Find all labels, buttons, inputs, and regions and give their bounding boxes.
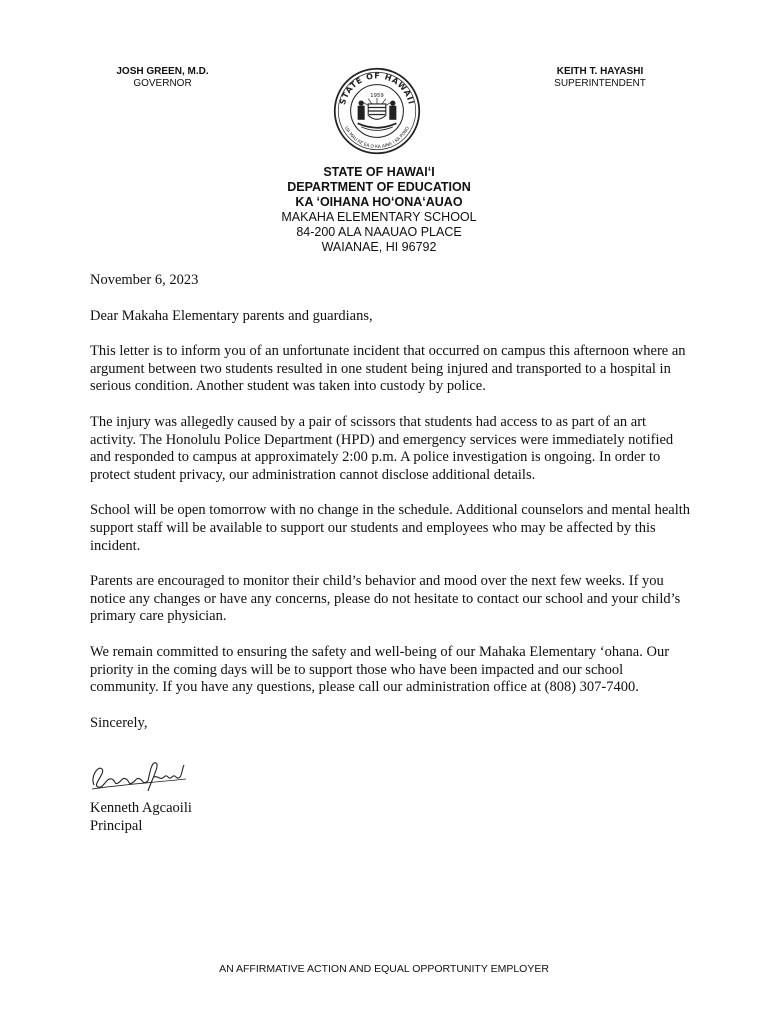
signer-title: Principal xyxy=(90,817,143,834)
svg-text:STATE OF HAWAII: STATE OF HAWAII xyxy=(338,71,416,106)
letter-paragraph-2: The injury was allegedly caused by a pair of scissors that students had access to as part of an art activity. The Honolulu Police Department (HPD) and emergency services were immediately notified and responded to campus at approximately 2:00 p.m. A police investigation is ongoing. In order to protect student privacy, our administration cannot disclose additional details. xyxy=(90,413,674,483)
svg-text:1959: 1959 xyxy=(370,92,384,99)
letterhead-city: WAIANAE, HI 96792 xyxy=(321,240,437,254)
letter-paragraph-1: This letter is to inform you of an unfortunate incident that occurred on campus this afternoon where an argument between two students resulted in one student being injured and transported to a hospital in serious condition. Another student was taken into custody by police. xyxy=(90,343,686,395)
letter-paragraph-5: We remain committed to ensuring the safety and well-being of our Mahaka Elementary ʻohana. Our priority in the coming days will be to support those who have been impacted and our school community. If you have any questions, please call our administration office at (808) 307-7400. xyxy=(90,643,670,696)
letterhead-school: MAKAHA ELEMENTARY SCHOOL xyxy=(281,210,477,224)
governor-block xyxy=(100,66,225,90)
signer-name: Kenneth Agcaoili xyxy=(90,800,192,816)
governor-title: GOVERNOR xyxy=(133,78,192,89)
signer-block xyxy=(90,800,192,835)
letter-paragraph-3: School will be open tomorrow with no change in the schedule. Additional counselors and mental health support staff will be available to support our students and employees who may be affected by this incident. xyxy=(90,502,691,554)
superintendent-title: SUPERINTENDENT xyxy=(554,78,646,89)
superintendent-name: KEITH T. HAYASHI xyxy=(556,66,644,77)
handwritten-signature-icon xyxy=(88,755,192,795)
letterhead-department: DEPARTMENT OF EDUCATION xyxy=(287,180,471,194)
svg-text:UA MAU KE EA O KA AINA I KA PO: UA MAU KE EA O KA AINA I KA PONO xyxy=(343,125,411,150)
governor-name: JOSH GREEN, M.D. xyxy=(116,66,209,77)
superintendent-block xyxy=(535,66,665,90)
letter-salutation: Dear Makaha Elementary parents and guardians, xyxy=(90,307,373,324)
letterhead-hawaiian-name: KA ʻOIHANA HOʻONAʻAUAO xyxy=(295,195,463,209)
letterhead-state: STATE OF HAWAIʻI xyxy=(323,165,435,179)
letter-date: November 6, 2023 xyxy=(90,272,199,288)
letterhead xyxy=(230,165,528,255)
state-seal-icon xyxy=(333,67,421,155)
letter-body xyxy=(90,272,690,732)
letterhead-street: 84-200 ALA NAAUAO PLACE xyxy=(296,225,462,239)
footer-statement: AN AFFIRMATIVE ACTION AND EQUAL OPPORTUNITY EMPLOYER xyxy=(219,963,549,975)
letter-closing: Sincerely, xyxy=(90,714,148,731)
letter-paragraph-4: Parents are encouraged to monitor their child’s behavior and mood over the next few weeks. If you notice any changes or have any concerns, please do not hesitate to contact our school and your child’s primary care physician. xyxy=(90,573,681,625)
